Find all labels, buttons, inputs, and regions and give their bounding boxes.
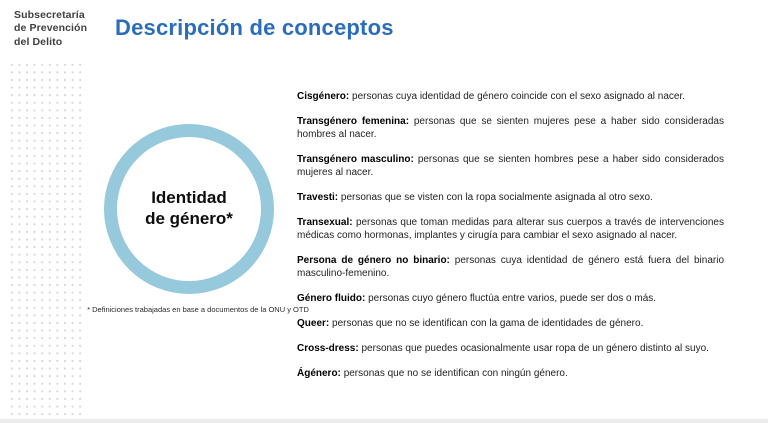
definition-term: Cross-dress: (297, 343, 359, 354)
definition-term: Persona de género no binario: (297, 255, 450, 266)
definition-term: Transgénero femenina: (297, 116, 410, 127)
definition-item (297, 216, 724, 242)
definition-term: Transexual: (297, 217, 353, 228)
identity-circle-label (145, 188, 233, 229)
definition-text: personas que no se identifican con la gama de identidades de género. (332, 318, 644, 329)
org-logo-text (14, 9, 87, 49)
definition-text: personas que se sienten mujeres pese a haber sido consideradas hombres al nacer. (297, 116, 724, 140)
definitions-list (297, 90, 724, 392)
definition-text: personas cuyo género fluctúa entre varios, puede ser dos o más. (368, 293, 657, 304)
definition-text: personas que no se identifican con ningún género. (343, 368, 568, 379)
definition-term: Cisgénero: (297, 91, 350, 102)
org-logo-line: Subsecretaría (14, 9, 85, 21)
bottom-edge-strip (0, 419, 768, 423)
definition-term: Travesti: (297, 192, 339, 203)
definition-text: personas que puedes ocasionalmente usar ropa de un género distinto al suyo. (361, 343, 709, 354)
page-title: Descripción de conceptos (115, 15, 394, 40)
definition-item (297, 153, 724, 179)
definition-text: personas cuya identidad de género está fuera del binario masculino-femenino. (297, 255, 725, 279)
definition-item (297, 367, 724, 380)
definition-term: Género fluido: (297, 293, 366, 304)
definition-text: personas que toman medidas para alterar sus cuerpos a través de intervenciones médicas como hormonas, implantes y cirugía para cambiar el sexo asignado al nacer. (297, 217, 724, 241)
identity-circle (104, 124, 274, 294)
org-logo-line: del Delito (14, 35, 63, 48)
org-logo-line: de Prevención (14, 22, 88, 35)
definitions-footnote: * Definiciones trabajadas en base a documentos de la ONU y OTD (87, 305, 309, 314)
definition-item (297, 292, 724, 305)
identity-circle-label-line: Identidad (151, 188, 227, 208)
identity-circle-label-line: de género* (145, 209, 233, 228)
definition-item (297, 254, 724, 280)
dot-grid-pattern (7, 60, 84, 423)
definition-item (297, 317, 724, 330)
definition-item (297, 115, 724, 141)
definition-text: personas que se sienten hombres pese a haber sido considerados mujeres al nacer. (297, 154, 724, 178)
definition-term: Ágénero: (297, 368, 341, 379)
definition-item (297, 90, 724, 103)
definition-term: Transgénero masculino: (297, 154, 414, 165)
definition-item (297, 191, 724, 204)
definition-item (297, 342, 724, 355)
definition-term: Queer: (297, 318, 330, 329)
definition-text: personas que se visten con la ropa socialmente asignada al otro sexo. (340, 192, 653, 203)
definition-text: personas cuya identidad de género coincide con el sexo asignado al nacer. (352, 91, 686, 102)
